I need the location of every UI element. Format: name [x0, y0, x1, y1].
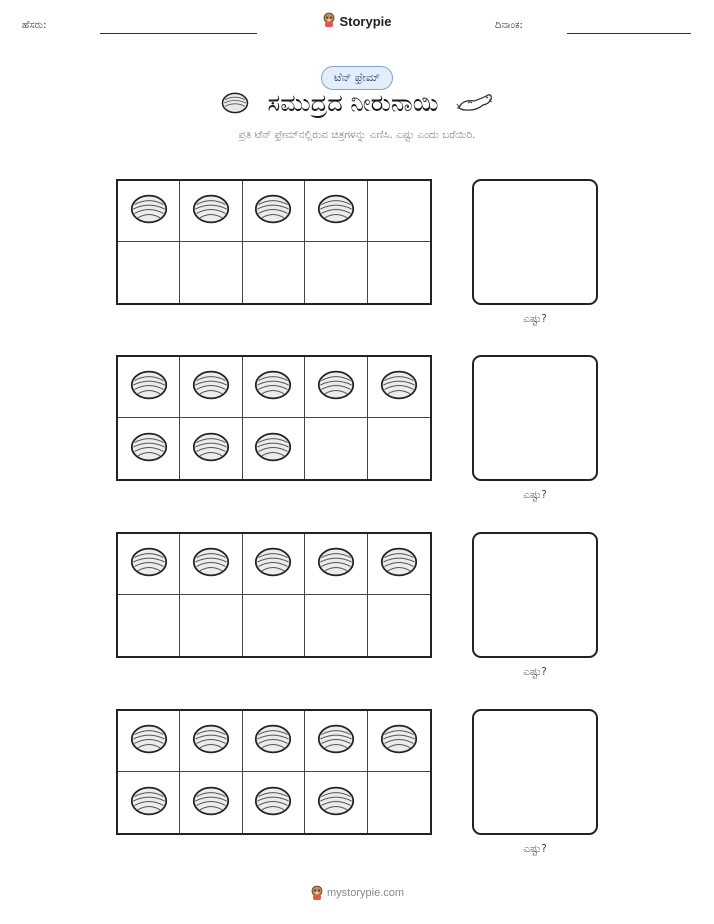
ten-frame-cell — [368, 595, 430, 656]
clam-shell-icon — [220, 88, 258, 116]
clam-shell-icon — [316, 193, 356, 229]
how-many-label: ಎಷ್ಟು? — [523, 313, 547, 325]
how-many-label: ಎಷ್ಟು? — [523, 843, 547, 855]
clam-shell-icon — [191, 546, 231, 582]
clam-shell-icon — [129, 369, 169, 405]
ten-frame-cell — [180, 242, 242, 303]
page-title — [0, 88, 714, 117]
clam-shell-icon — [253, 369, 293, 405]
clam-shell-icon — [253, 193, 293, 229]
ten-frame-cell — [368, 181, 430, 242]
ten-frame-cell — [243, 711, 305, 772]
ten-frame-cell — [305, 242, 367, 303]
ten-frame-cell — [180, 534, 242, 595]
ten-frame-cell — [180, 181, 242, 242]
how-many-label: ಎಷ್ಟು? — [523, 666, 547, 678]
clam-shell-icon — [253, 431, 293, 467]
answer-box[interactable] — [472, 355, 598, 481]
ten-frame-cell — [305, 772, 367, 833]
worksheet-type — [0, 66, 714, 90]
clam-shell-icon — [191, 369, 231, 405]
ten-frame-cell — [118, 418, 180, 479]
ten-frame-cell — [180, 418, 242, 479]
clam-shell-icon — [379, 723, 419, 759]
clam-shell-icon — [316, 723, 356, 759]
clam-shell-icon — [316, 785, 356, 821]
ten-frame-cell — [243, 357, 305, 418]
how-many-label: ಎಷ್ಟು? — [523, 489, 547, 501]
ten-frame-cell — [118, 772, 180, 833]
ten-frame-cell — [368, 772, 430, 833]
clam-shell-icon — [129, 431, 169, 467]
brand-logo — [0, 12, 714, 31]
ten-frame-cell — [368, 357, 430, 418]
clam-shell-icon — [129, 785, 169, 821]
ten-frame-cell — [368, 418, 430, 479]
clam-shell-icon — [129, 546, 169, 582]
clam-shell-icon — [253, 546, 293, 582]
ten-frame-cell — [243, 595, 305, 656]
ten-frame-cell — [118, 181, 180, 242]
title-text: ಸಮುದ್ರದ ನೀರುನಾಯಿ — [267, 89, 439, 117]
clam-shell-icon — [191, 431, 231, 467]
worksheet-type-badge: ಟೆನ್ ಫ್ರೇಮ್ — [321, 66, 393, 90]
ten-frame-cell — [118, 242, 180, 303]
sea-otter-icon — [449, 88, 495, 116]
ten-frame — [116, 532, 432, 658]
clam-shell-icon — [253, 785, 293, 821]
ten-frame-cell — [118, 357, 180, 418]
ten-frame-cell — [180, 595, 242, 656]
otter-logo-icon — [310, 887, 327, 899]
date-label: ದಿನಾಂಕ: — [495, 20, 523, 31]
otter-logo-icon — [322, 12, 336, 31]
clam-shell-icon — [253, 723, 293, 759]
ten-frame-cell — [118, 711, 180, 772]
clam-shell-icon — [316, 546, 356, 582]
ten-frame — [116, 179, 432, 305]
footer — [0, 885, 714, 901]
clam-shell-icon — [379, 369, 419, 405]
ten-frame-cell — [118, 595, 180, 656]
name-field-line[interactable] — [100, 33, 257, 34]
ten-frame-cell — [305, 181, 367, 242]
ten-frame — [116, 355, 432, 481]
ten-frame-cell — [243, 534, 305, 595]
ten-frame-cell — [243, 181, 305, 242]
answer-box[interactable] — [472, 709, 598, 835]
answer-box[interactable] — [472, 532, 598, 658]
footer-url: mystorypie.com — [327, 887, 405, 899]
brand-name: Storypie — [339, 14, 392, 29]
ten-frame-cell — [305, 534, 367, 595]
clam-shell-icon — [129, 723, 169, 759]
clam-shell-icon — [379, 546, 419, 582]
clam-shell-icon — [129, 193, 169, 229]
ten-frame-cell — [305, 418, 367, 479]
ten-frame-cell — [243, 242, 305, 303]
clam-shell-icon — [316, 369, 356, 405]
ten-frame-cell — [180, 772, 242, 833]
ten-frame-cell — [368, 711, 430, 772]
clam-shell-icon — [191, 193, 231, 229]
ten-frame-cell — [180, 357, 242, 418]
ten-frame-cell — [180, 711, 242, 772]
ten-frame-cell — [243, 772, 305, 833]
name-label: ಹೆಸರು: — [22, 20, 47, 31]
answer-box[interactable] — [472, 179, 598, 305]
ten-frame-cell — [118, 534, 180, 595]
ten-frame-cell — [305, 595, 367, 656]
ten-frame — [116, 709, 432, 835]
ten-frame-cell — [305, 711, 367, 772]
ten-frame-cell — [243, 418, 305, 479]
clam-shell-icon — [191, 785, 231, 821]
ten-frame-cell — [368, 242, 430, 303]
date-field-line[interactable] — [567, 33, 691, 34]
ten-frame-cell — [305, 357, 367, 418]
instructions: ಪ್ರತಿ ಟೆನ್ ಫ್ರೇಮ್‌ನಲ್ಲಿರುವ ಚಿತ್ರಗಳನ್ನು ಎಣಿಸಿ. ಎಷ್ಟು ಎಂದು ಬರೆಯಿರಿ. — [238, 129, 476, 141]
ten-frame-cell — [368, 534, 430, 595]
clam-shell-icon — [191, 723, 231, 759]
